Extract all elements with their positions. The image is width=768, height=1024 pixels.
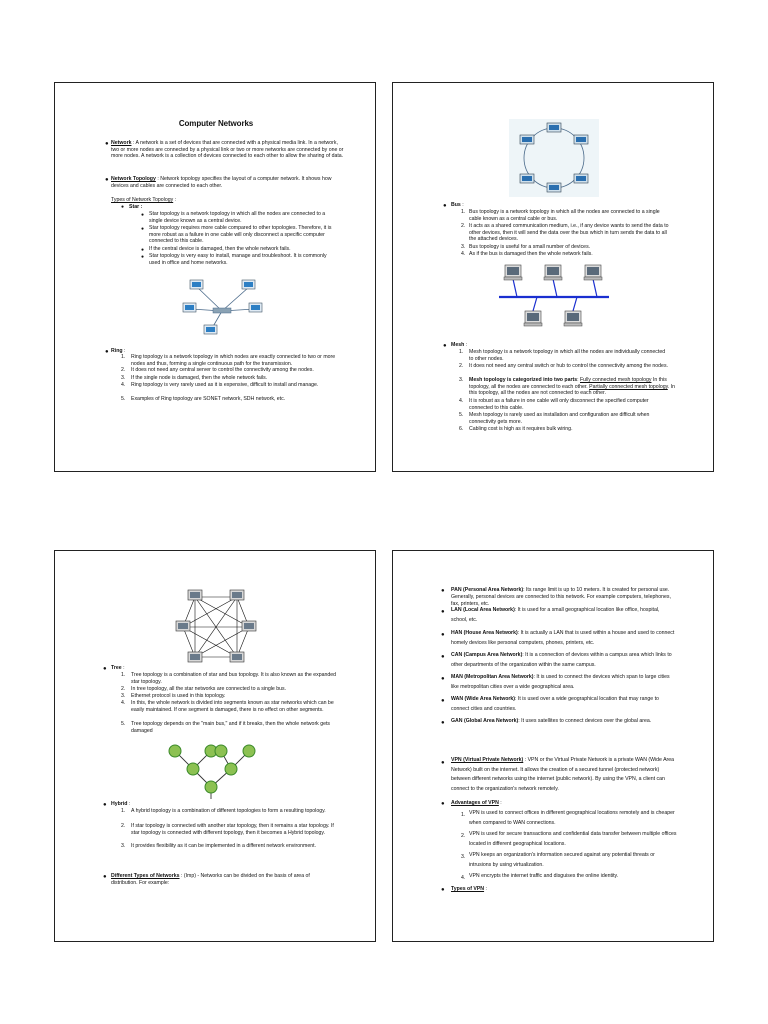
tree-point: Tree topology depends on the "main bus," and if it breaks, then the whole network gets damaged [131,721,331,734]
network-type-item: MAN (Metropolitan Area Network): It is used to connect the devices which span to large cities like metropolitan cities over a wide geographical area. [451,674,670,690]
bullet: ● [121,204,125,210]
bullet: ● [441,676,445,682]
vpn-definition: VPN (Virtual Private Network) : VPN or the Virtual Private Network is a private WAN (Wide Area Network) built on the internet. It allows the creation of a secured tunnel (protected network) between different networks using the internet (public network). By using the VPN, a client can connect to the organization's network remotely. [451,757,675,792]
bullet: ● [441,588,445,594]
star-point: If the central device is damaged, then the whole network fails. [149,246,291,252]
star-topology-diagram [177,275,267,339]
bullet: ● [141,212,145,218]
mesh-topology-diagram [173,587,259,667]
bus-point: Bus topology is useful for a small number of devices. [469,244,591,250]
bullet: ● [441,698,445,704]
star-point: Star topology requires more cable compared to other topologies. Therefore, it is more robust as a failure in one cable will only disconnect a specific computer connected to this cable. [149,225,332,245]
document-page-2: ● Bus : 1. Bus topology is a network topology in which all the nodes are connected to a single cable known as a central cable or bus. 2. It acts as a shared communication medium, i.e., if any device wants to send the data to other devices, then it will send the data over the bus which in turn sends the data to all the attached devices. 3. Bus topology is useful for a small number of devices. 4. As if the bus is damaged then the whole network fails. ● Mesh : 1. Mesh topology is a network topology in which all the nodes are individually connected to other nodes. 2. It does not need any central switch or hub to control the connectivity among the nodes. 3. Mesh topology is categorized into two parts: Fully connected mesh topology In this topology, all the nodes are connected to each other. Partially connected mesh topology. In this topology, all the nodes are not connected to each other. 4. It is robust as a failure in one cable will only disconnect the specified computer connected to this cable. 5. Mesh topology is rarely used as installation and configuration are difficult when connectivity gets more. 6. Cabling cost is high as it requires bulk wiring. [392,82,714,472]
ring-topology-diagram [509,119,599,197]
star-point: Star topology is a network topology in which all the nodes are connected to a single device known as a central device. [149,211,326,224]
star-label: Star : [129,204,143,210]
mesh-point: It is robust as a failure in one cable will only disconnect the specified computer connected to this cable. [469,398,649,411]
mesh-point: Mesh topology is rarely used as installation and configuration are difficult when connectivity gets more. [469,412,650,425]
mesh-point: It does not need any central switch or hub to control the connectivity among the nodes. [469,363,668,369]
bullet: ● [141,226,145,232]
network-types-intro: Different Types of Networks : (Imp) - Networks can be divided on the basis of area of distribution. For example: [111,873,310,886]
bullet: ● [441,609,445,615]
vpn-advantage: VPN is used for secure transactions and confidential data transfer between multiple offices located in different geographical locations. [469,831,677,847]
hybrid-label: Hybrid : [111,801,131,807]
vpn-advantage: VPN keeps an organization's information secured against any potential threats or intrusions by using virtualization. [469,852,655,868]
bus-label: Bus : [451,202,464,208]
bullet: ● [441,720,445,726]
document-page-3: ● Tree : 1. Tree topology is a combination of star and bus topology. It is also known as the expanded star topology. 2. In tree topology, all the star networks are connected to a single bus. 3. Ethernet protocol is used in this topology. 4. In this, the whole network is divided into segments known as star networks which can be easily maintained. If one segment is damaged, there is no effect on other segments. 5. Tree topology depends on the "main bus," and if it breaks, then the whole network gets damaged ● Hybrid : 1. A hybrid topology is a combination of different topologies to form a resulting topology. 2. If star topology is connected with another star topology, then it remains a star topology. If star topology is connected with different topology, then it becomes a Hybrid topology. 3. It provides flexibility as it can be implemented in a different network environment. ● Different Types of Networks : (Imp) - Networks can be divided on the basis of area of distribution. For example: [54,550,376,942]
bullet: ● [105,349,109,355]
ring-point: It does not need any central server to control the connectivity among the nodes. [131,367,314,373]
bullet: ● [105,177,109,183]
network-type-item: GAN (Global Area Network): It uses satellites to connect devices over the global area. [451,718,652,724]
vpn-types-heading: Types of VPN : [451,886,487,892]
mesh-label: Mesh : [451,342,468,348]
mesh-point: Mesh topology is a network topology in which all the nodes are individually connected to other nodes. [469,349,666,362]
bus-topology-diagram [497,259,611,333]
bullet: ● [441,632,445,638]
star-point: Star topology is very easy to install, manage and troubleshoot. It is commonly used in office and home networks. [149,253,327,266]
vpn-advantage: VPN is used to connect offices in different geographical locations remotely and is cheaper when compared to WAN connections. [469,810,675,826]
bullet: ● [441,760,445,766]
mesh-point: Cabling cost is high as it requires bulk wiring. [469,426,573,432]
network-type-item: LAN (Local Area Network): It is used for a small geographical location like office, hospital, school, etc. [451,607,660,623]
ring-label: Ring : [111,348,126,354]
document-page-4: ● PAN (Personal Area Network): Its range limit is up to 10 meters. It is created for personal use. Generally, personal devices are connected to this network. For example computers, telephones, fax, printers, etc. ● LAN (Local Area Network): It is used for a small geographical location like office, hospital, school, etc. ● HAN (House Area Network): It is actually a LAN that is used within a house and used to connect homely devices like personal computers, phones, printers, etc. ● CAN (Campus Area Network): It is a connection of devices within a campus area which links to other departments of the organization within the same campus. ● MAN (Metropolitan Area Network): It is used to connect the devices which span to large cities like metropolitan cities over a wide geographical area. ● WAN (Wide Area Network): It is used over a wide geographical location that may range to connect cities and countries. ● GAN (Global Area Network): It uses satellites to connect devices over the global area. ● VPN (Virtual Private Network) : VPN or the Virtual Private Network is a private WAN (Wide Area Network) built on the internet. It allows the creation of a secured tunnel (protected network) between different networks using the internet (public network). By using the VPN, a client can connect to the organization's network remotely. ● Advantages of VPN : 1. VPN is used to connect offices in different geographical locations remotely and is cheaper when compared to WAN connections. 2. VPN is used for secure transactions and confidential data transfer between multiple offices located in different geographical locations. 3. VPN keeps an organization's information secured against any potential threats or intrusions by using virtualization. 4. VPN encrypts the internet traffic and disguises the online identity. ● Types of VPN : [392,550,714,942]
tree-label: Tree : [111,665,125,671]
network-type-item: WAN (Wide Area Network): It is used over a wide geographical location that may range to connect cities and countries. [451,696,659,712]
ring-point: If the single node is damaged, then the whole network fails. [131,375,268,381]
vpn-advantage: VPN encrypts the internet traffic and disguises the online identity. [469,873,619,879]
tree-point: Tree topology is a combination of star and bus topology. It is also known as the expanded star topology. [131,672,337,685]
hybrid-point: It provides flexibility as it can be implemented in a different network environment. [131,843,317,849]
network-type-item: HAN (House Area Network): It is actually a LAN that is used within a house and used to connect homely devices like personal computers, phones, printers, etc. [451,630,675,646]
tree-point: In this, the whole network is divided into segments known as star networks which can be easily maintained. If one segment is damaged, there is no effect on other segments. [131,700,334,713]
page-title: Computer Networks [178,119,254,128]
tree-point: Ethernet protocol is used in this topology. [131,693,226,699]
network-type-item: CAN (Campus Area Network): It is a connection of devices within a campus area which links to other departments of the organization within the same campus. [451,652,672,668]
bus-point: Bus topology is a network topology in which all the nodes are connected to a single cable known as a central cable or bus. [469,209,660,222]
types-heading: Types of Network Topology : [111,197,177,203]
bullet: ● [103,666,107,672]
bus-point: As if the bus is damaged then the whole network fails. [469,251,593,257]
bullet: ● [441,654,445,660]
network-type-item: PAN (Personal Area Network): Its range limit is up to 10 meters. It is created for personal use. Generally, personal devices are connected to this network. For example computers, telephones, fax, printers, etc. [451,587,671,607]
topology-definition: Network Topology : Network topology specifies the layout of a computer network. It shows how devices and cables are connected to each other. [111,176,332,189]
bullet: ● [441,887,445,893]
hybrid-point: If star topology is connected with another star topology, then it remains a star topology. If star topology is connected with different topology, then it becomes a Hybrid topology. [131,823,334,836]
network-definition: Network : A network is a set of devices that are connected with a physical media link. In a network, two or more nodes are connected by a physical link or two or more networks are connected by one or more nodes. A network is a collection of devices connected to each other to allow the sharing of data. [111,140,344,160]
ring-point: Ring topology is very rarely used as it is expensive, difficult to install and manage. [131,382,319,388]
bullet: ● [103,874,107,880]
tree-topology-diagram [163,743,259,805]
document-page-1: Computer Networks ● Network : A network is a set of devices that are connected with a physical media link. In a network, two or more nodes are connected by a physical link or two or more networks are connected by one or more nodes. A network is a collection of devices connected to each other to allow the sharing of data. ● Network Topology : Network topology specifies the layout of a computer network. It shows how devices and cables are connected to each other. Types of Network Topology : ● Star : ● Star topology is a network topology in which all the nodes are connected to a single device known as a central device. ● Star topology requires more cable compared to other topologies. Therefore, it is more robust as a failure in one cable will only disconnect a specific computer connected to this cable. ● If the central device is damaged, then the whole network fails. ● Star topology is very easy to install, manage and troubleshoot. It is commonly used in office and home networks. ● Ring : 1. Ring topology is a network topology in which nodes are exactly connected to two or more nodes and thus, forming a single continuous path for the transmission. 2. It does not need any central server to control the connectivity among the nodes. 3. If the single node is damaged, then the whole network fails. 4. Ring topology is very rarely used as it is expensive, difficult to install and manage. 5. Examples of Ring topology are SONET network, SDH network, etc. [54,82,376,472]
vpn-advantages-heading: Advantages of VPN : [451,800,502,806]
bullet: ● [103,802,107,808]
bullet: ● [441,801,445,807]
bullet: ● [141,247,145,253]
bus-point: It acts as a shared communication medium, i.e., if any device wants to send the data to other devices, then it will send the data over the bus which in turn sends the data to all the attached devices. [469,223,669,243]
bullet: ● [105,141,109,147]
bullet: ● [443,203,447,209]
ring-point: Examples of Ring topology are SONET network, SDH network, etc. [131,396,286,402]
bullet: ● [141,254,145,260]
mesh-point: Mesh topology is categorized into two parts: Fully connected mesh topology In this topology, all the nodes are connected to each other. Partially connected mesh topology. In this topology, all the nodes are not connected to each other. [469,377,676,397]
ring-point: Ring topology is a network topology in which nodes are exactly connected to two or more nodes and thus, forming a single continuous path for the transmission. [131,354,336,367]
hybrid-point: A hybrid topology is a combination of different topologies to form a resulting topology. [131,808,326,814]
tree-point: In tree topology, all the star networks are connected to a single bus. [131,686,287,692]
bullet: ● [443,343,447,349]
